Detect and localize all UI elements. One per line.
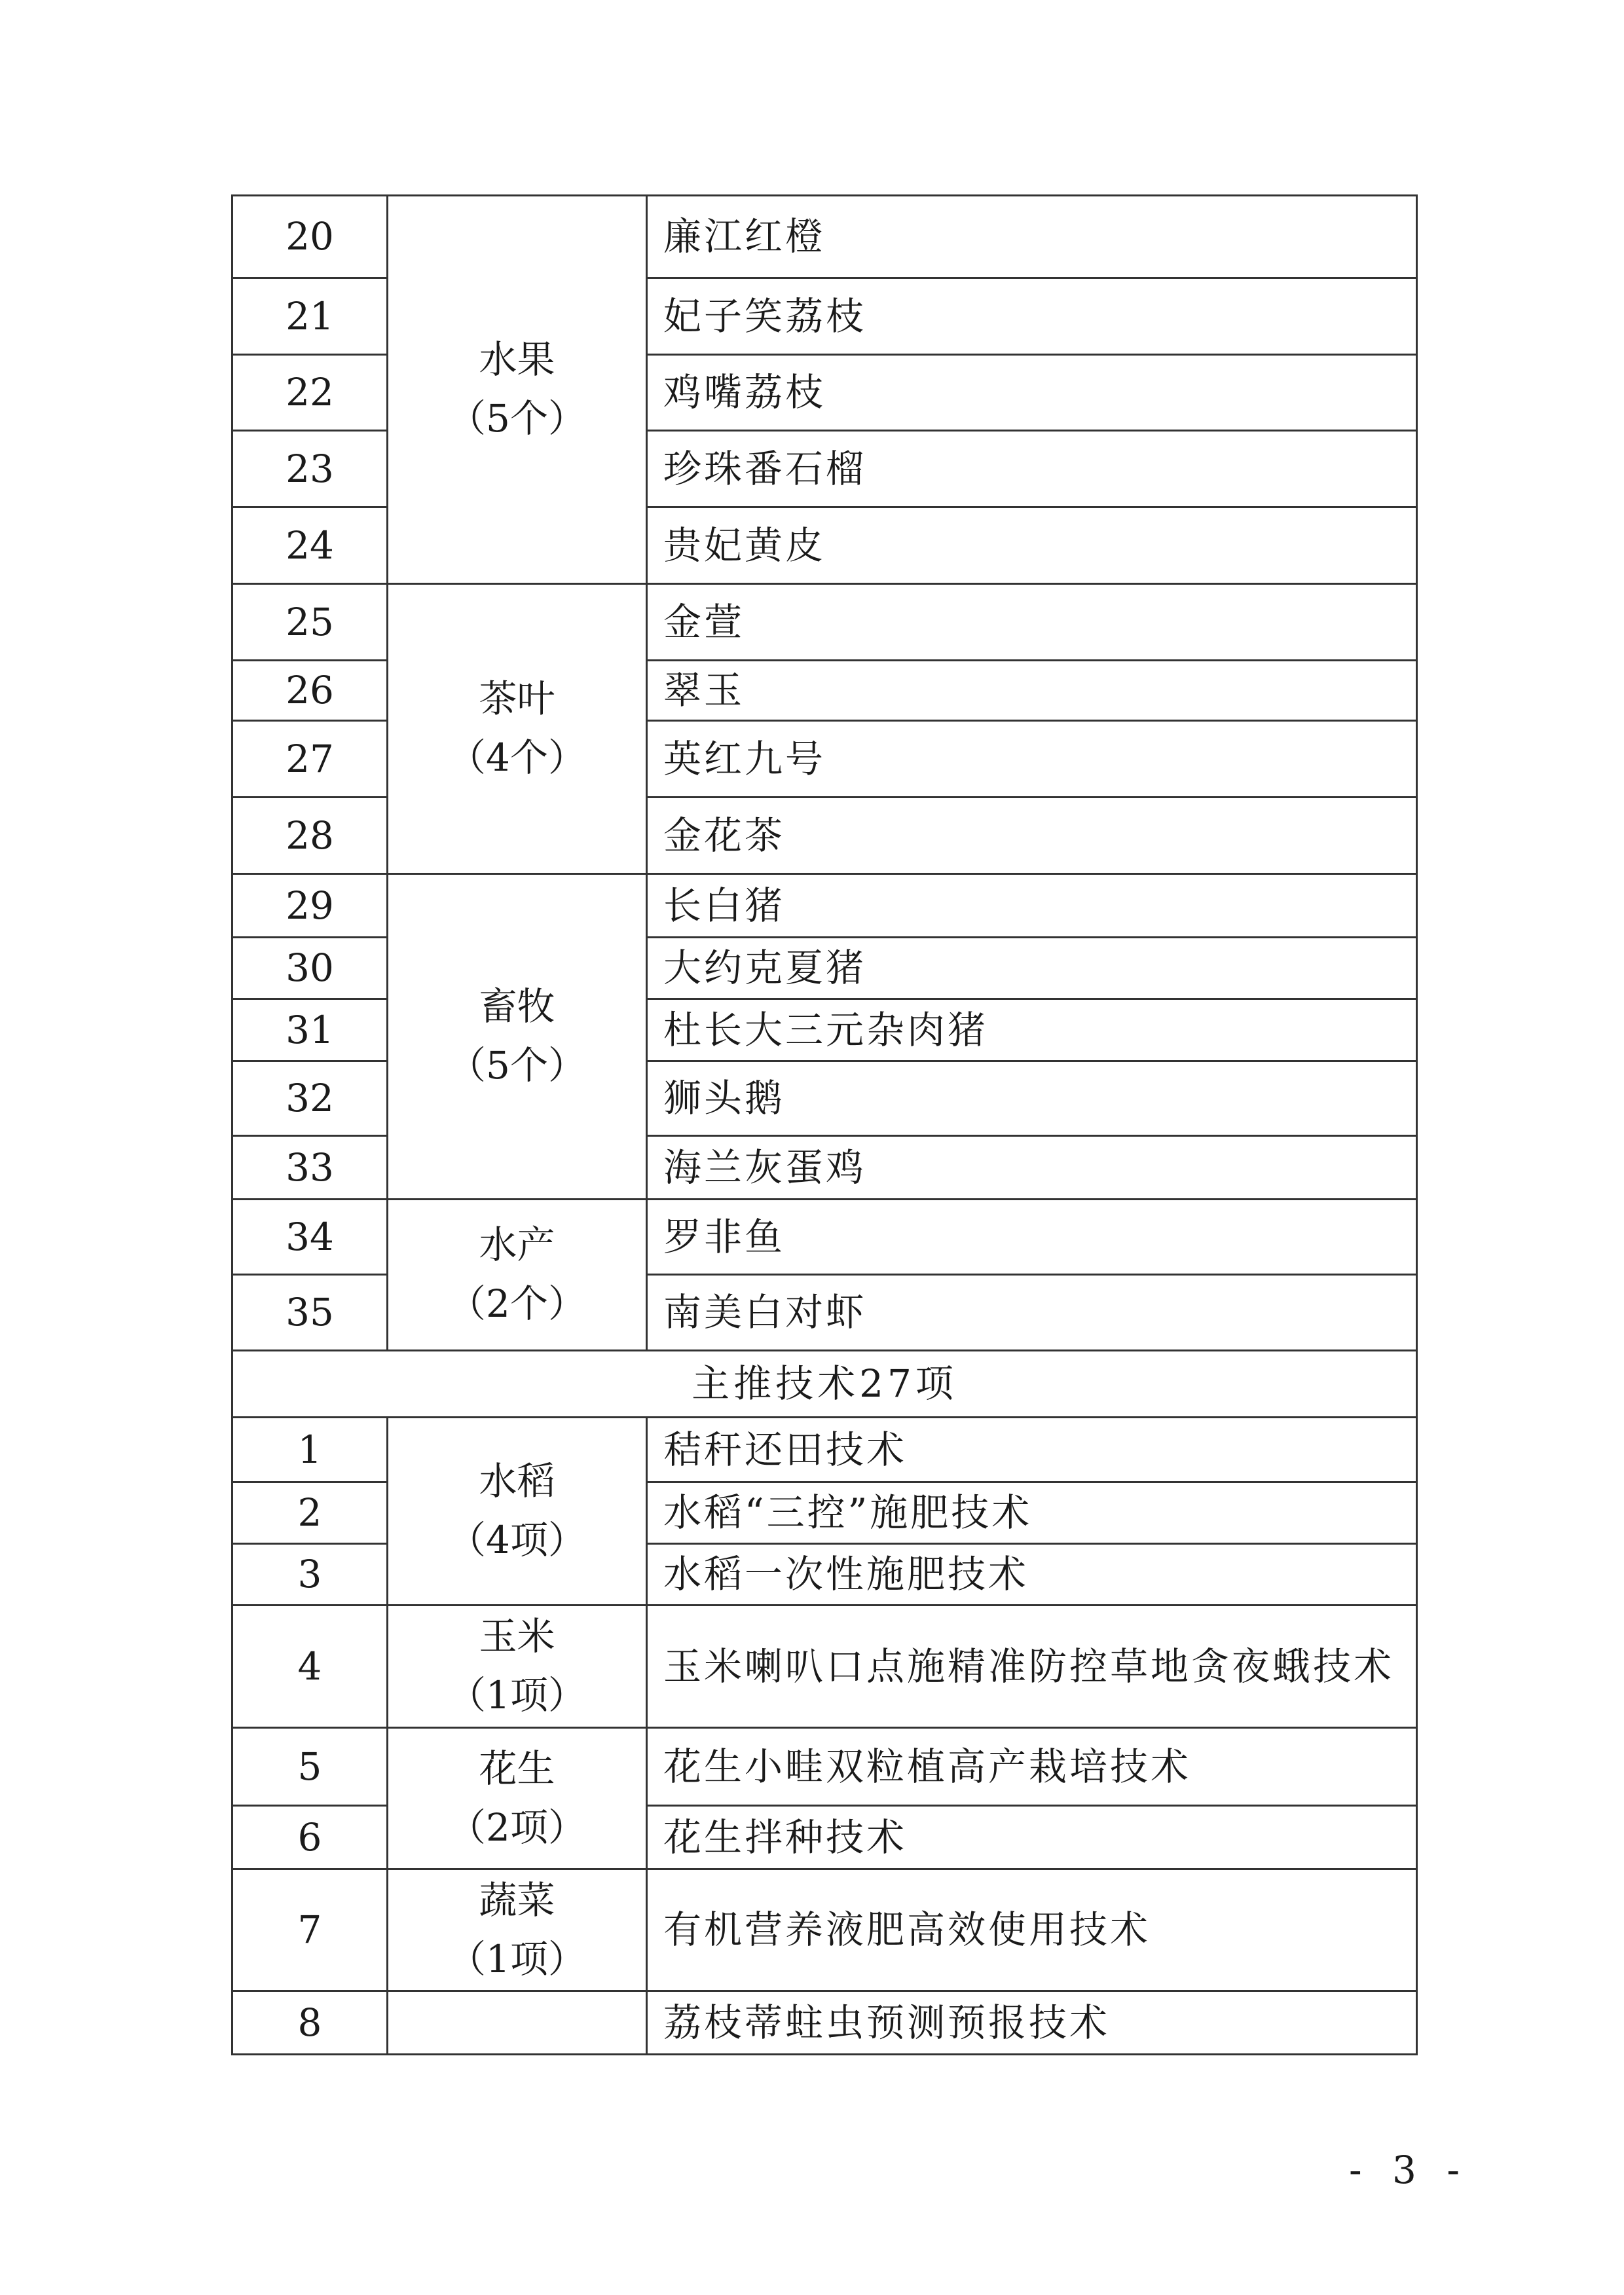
table-row (232, 874, 1417, 938)
item-number: 21 (232, 278, 388, 355)
item-number: 30 (232, 938, 388, 999)
item-number: 35 (232, 1275, 388, 1351)
item-number: 2 (232, 1482, 388, 1544)
item-name: 水稻一次性施肥技术 (647, 1544, 1417, 1606)
item-number: 7 (232, 1869, 388, 1991)
item-name: 水稻“三控”施肥技术 (647, 1482, 1417, 1544)
category-cell (388, 1869, 647, 1991)
category-cell (388, 1418, 647, 1606)
category-name: 花生 (479, 1746, 555, 1791)
item-number: 1 (232, 1418, 388, 1482)
item-name: 荔枝蒂蛀虫预测预报技术 (647, 1991, 1417, 2055)
category-cell (388, 196, 647, 584)
table-row (232, 584, 1417, 661)
category-name: 茶叶 (479, 676, 555, 722)
item-number: 29 (232, 874, 388, 938)
category-name: 水稻 (479, 1459, 555, 1504)
item-number: 32 (232, 1061, 388, 1136)
category-cell (388, 1606, 647, 1728)
item-number: 6 (232, 1806, 388, 1869)
item-name: 珍珠番石榴 (647, 431, 1417, 507)
category-cell (388, 1728, 647, 1869)
item-name: 秸秆还田技术 (647, 1418, 1417, 1482)
table-row (232, 196, 1417, 278)
table-row (232, 1606, 1417, 1728)
category-count: （2个） (448, 1281, 586, 1326)
item-name: 海兰灰蛋鸡 (647, 1136, 1417, 1200)
page-number: - 3 - (1349, 2148, 1469, 2192)
item-name: 南美白对虾 (647, 1275, 1417, 1351)
item-number: 3 (232, 1544, 388, 1606)
category-count: （4项） (448, 1518, 586, 1562)
item-number: 28 (232, 798, 388, 874)
table-row (232, 1728, 1417, 1806)
item-name: 鸡嘴荔枝 (647, 355, 1417, 431)
category-name: 水产 (479, 1222, 555, 1268)
category-cell (388, 874, 647, 1200)
item-number: 25 (232, 584, 388, 661)
item-number: 34 (232, 1200, 388, 1275)
category-name: 蔬菜 (479, 1877, 555, 1922)
item-name: 狮头鹅 (647, 1061, 1417, 1136)
item-number: 31 (232, 999, 388, 1061)
item-name: 贵妃黄皮 (647, 507, 1417, 584)
category-name: 畜牧 (479, 984, 555, 1029)
category-cell (388, 1200, 647, 1351)
item-name: 大约克夏猪 (647, 938, 1417, 999)
item-number: 26 (232, 661, 388, 721)
category-count: （2项） (448, 1805, 586, 1850)
table-row (232, 1991, 1417, 2055)
section-header-row (232, 1351, 1417, 1418)
item-number: 8 (232, 1991, 388, 2055)
category-name: 水果 (479, 337, 555, 382)
item-name: 杜长大三元杂肉猪 (647, 999, 1417, 1061)
item-name: 有机营养液肥高效使用技术 (647, 1869, 1417, 1991)
category-count: （1项） (448, 1673, 586, 1717)
category-count: （1项） (448, 1936, 586, 1981)
item-number: 22 (232, 355, 388, 431)
item-number: 33 (232, 1136, 388, 1200)
item-number: 5 (232, 1728, 388, 1806)
category-name: 玉米 (479, 1614, 555, 1659)
category-count: （5个） (448, 1043, 586, 1088)
item-name: 英红九号 (647, 721, 1417, 798)
item-name: 花生小畦双粒植高产栽培技术 (647, 1728, 1417, 1806)
item-name: 长白猪 (647, 874, 1417, 938)
item-name: 廉江红橙 (647, 196, 1417, 278)
item-name: 妃子笑荔枝 (647, 278, 1417, 355)
category-count: （4个） (448, 735, 586, 780)
item-number: 27 (232, 721, 388, 798)
table-row (232, 1869, 1417, 1991)
item-name: 玉米喇叭口点施精准防控草地贪夜蛾技术 (647, 1606, 1417, 1728)
item-number: 20 (232, 196, 388, 278)
item-name: 金萱 (647, 584, 1417, 661)
section-header: 主推技术27项 (232, 1351, 1417, 1418)
category-count: （5个） (448, 396, 586, 441)
table-row (232, 1200, 1417, 1275)
item-number: 24 (232, 507, 388, 584)
item-name: 金花茶 (647, 798, 1417, 874)
catalog-table (231, 194, 1418, 2055)
item-number: 4 (232, 1606, 388, 1728)
item-name: 罗非鱼 (647, 1200, 1417, 1275)
item-number: 23 (232, 431, 388, 507)
category-cell (388, 584, 647, 874)
table-row (232, 1418, 1417, 1482)
category-cell (388, 1991, 647, 2055)
item-name: 翠玉 (647, 661, 1417, 721)
item-name: 花生拌种技术 (647, 1806, 1417, 1869)
